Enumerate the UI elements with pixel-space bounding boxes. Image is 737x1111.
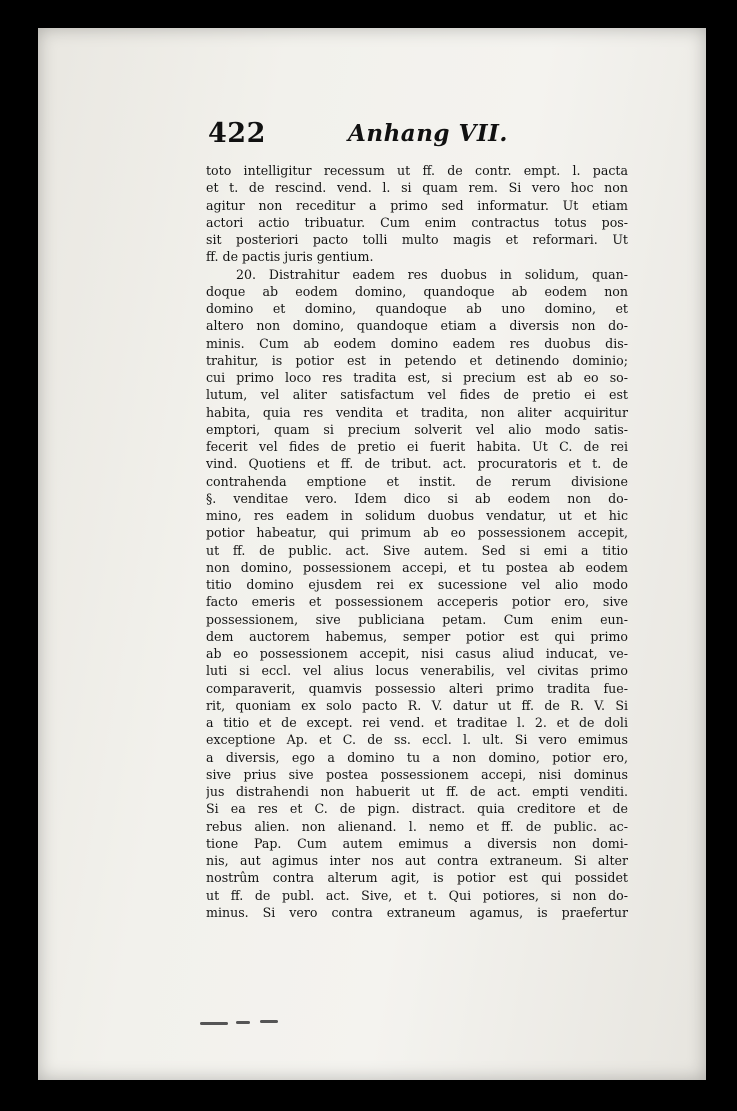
- text-line: possessionem, sive publiciana petam. Cum enim eun-: [206, 611, 628, 627]
- text-line: comparaverit, quamvis possessio alteri primo tradita fue-: [206, 680, 628, 696]
- page-header: [208, 118, 628, 158]
- text-line: ut ff. de publ. act. Sive, et t. Qui potiores, si non do-: [206, 887, 628, 903]
- text-line: vind. Quotiens et ff. de tribut. act. procuratoris et t. de: [206, 456, 628, 472]
- text-line: rebus alien. non alienand. l. nemo et ff. de public. ac-: [206, 818, 628, 834]
- text-line: nostrûm contra alterum agit, is potior est qui possidet: [206, 870, 628, 886]
- page-number: 422: [208, 118, 266, 149]
- text-line: lutum, vel aliter satisfactum vel fides de pretio ei est: [206, 387, 628, 403]
- text-line: ab eo possessionem accepit, nisi casus aliud inducat, ve-: [206, 646, 628, 661]
- text-line: cui primo loco res tradita est, si precium est ab eo so-: [206, 370, 628, 385]
- ink-smudge-mark: [200, 1018, 295, 1028]
- running-head: Anhang VII.: [348, 120, 508, 147]
- text-line: ut ff. de public. act. Sive autem. Sed si emi a titio: [206, 542, 628, 558]
- text-line: mino, res eadem in solidum duobus vendatur, ut et hic: [206, 508, 628, 523]
- text-line: luti si eccl. vel alius locus venerabilis, vel civitas primo: [206, 663, 628, 679]
- text-line: actori actio tribuatur. Cum enim contractus totus pos-: [206, 214, 628, 230]
- text-line: facto emeris et possessionem acceperis potior ero, sive: [206, 594, 628, 610]
- text-line: dem auctorem habemus, semper potior est qui primo: [206, 628, 628, 644]
- text-line: trahitur, is potior est in petendo et detinendo dominio;: [206, 352, 628, 368]
- text-line: a titio et de except. rei vend. et traditae l. 2. et de doli: [206, 715, 628, 730]
- text-line: non domino, possessionem accepi, et tu postea ab eodem: [206, 559, 628, 575]
- text-line: §. venditae vero. Idem dico si ab eodem non do-: [206, 490, 628, 506]
- text-line: minis. Cum ab eodem domino eadem res duobus dis-: [206, 335, 628, 351]
- text-line: domino et domino, quandoque ab uno domino, et: [206, 301, 628, 316]
- text-line: a diversis, ego a domino tu a non domino, potior ero,: [206, 749, 628, 765]
- text-line: emptori, quam si precium solverit vel alio modo satis-: [206, 421, 628, 437]
- text-line: agitur non receditur a primo sed informatur. Ut etiam: [206, 197, 628, 213]
- text-line: rit, quoniam ex solo pacto R. V. datur ut ff. de R. V. Si: [206, 697, 628, 713]
- text-line: et t. de rescind. vend. l. si quam rem. Si vero hoc non: [206, 180, 628, 196]
- text-line: 20. Distrahitur eadem res duobus in solidum, quan-: [236, 266, 628, 282]
- text-line: minus. Si vero contra extraneum agamus, is praefertur: [206, 904, 628, 920]
- text-line: tione Pap. Cum autem emimus a diversis non domi-: [206, 835, 628, 851]
- text-line: sit posteriori pacto tolli multo magis et reformari. Ut: [206, 232, 628, 247]
- text-line: ff. de pactis juris gentium.: [206, 249, 374, 265]
- text-line: exceptione Ap. et C. de ss. eccl. l. ult. Si vero emimus: [206, 732, 628, 748]
- text-line: toto intelligitur recessum ut ff. de contr. empt. l. pacta: [206, 163, 628, 178]
- text-line: habita, quia res vendita et tradita, non aliter acquiritur: [206, 404, 628, 420]
- text-line: potior habeatur, qui primum ab eo possessionem accepit,: [206, 525, 628, 541]
- text-line: contrahenda emptione et instit. de rerum divisione: [206, 473, 628, 489]
- text-line: Si ea res et C. de pign. distract. quia creditore et de: [206, 801, 628, 817]
- text-line: altero non domino, quandoque etiam a diversis non do-: [206, 318, 628, 334]
- text-line: sive prius sive postea possessionem accepi, nisi dominus: [206, 766, 628, 782]
- text-line: titio domino ejusdem rei ex sucessione vel alio modo: [206, 577, 628, 592]
- text-line: fecerit vel fides de pretio ei fuerit habita. Ut C. de rei: [206, 439, 628, 454]
- text-line: jus distrahendi non habuerit ut ff. de act. empti venditi.: [206, 784, 628, 799]
- text-line: doque ab eodem domino, quandoque ab eodem non: [206, 283, 628, 299]
- text-line: nis, aut agimus inter nos aut contra extraneum. Si alter: [206, 853, 628, 868]
- body-text: [206, 162, 628, 921]
